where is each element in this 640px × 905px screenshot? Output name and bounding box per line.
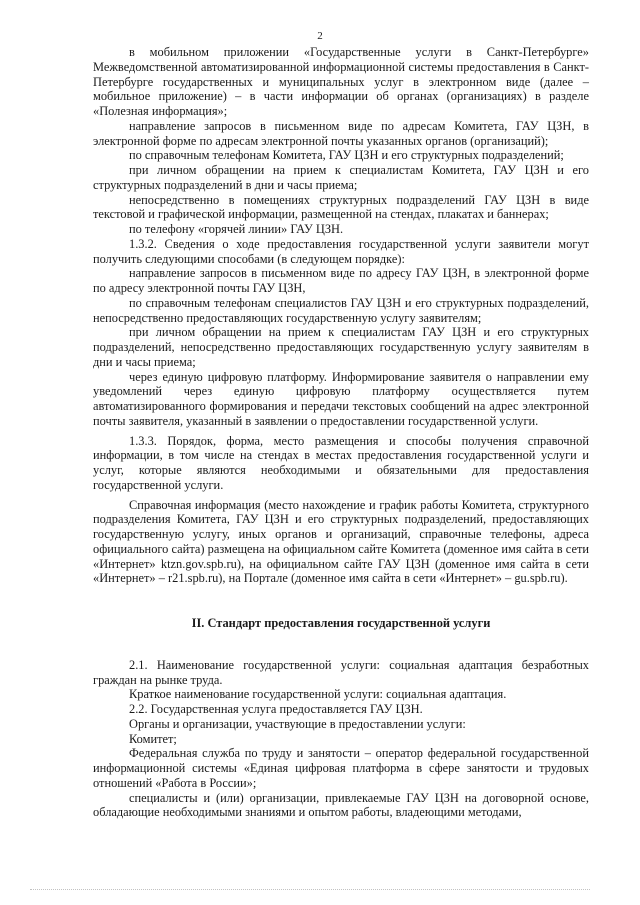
paragraph: через единую цифровую платформу. Информирование заявителя о направлении ему уведомлений через единую цифровую платформу осуществляется путем автоматизированного формирования и передачи текстовых сообщений на адрес электронной почты заявителя, указанный в заявлении о предоставлении государственной услуги. [93,369,589,428]
paragraph-1-3-3: 1.3.3. Порядок, форма, место размещения и способы получения справочной информации, в том числе на стендах в местах предоставления государственной услуги и услуг, которые являются необходимыми и обязательными для предоставления государственной услуги. [93,433,589,492]
paragraph: при личном обращении на прием к специалистам ГАУ ЦЗН и его структурных подразделений, непосредственно предоставляющих государственную услугу заявителям в дни и часы приема; [93,325,589,369]
document-body [93,45,589,820]
paragraph-reference-info: Справочная информация (место нахождение и график работы Комитета, структурного подразделения Комитета, ГАУ ЦЗН и его структурных подразделений, предоставляющих государственную услугу, иных органов и организаций, справочные телефоны, адреса официального сайта) размещена на официальном сайте Комитета (доменное имя сайта в сети «Интернет» ktzn.gov.spb.ru), на официальном сайте ГАУ ЦЗН (доменное имя сайта в сети «Интернет» – r21.spb.ru), на Портале (доменное имя сайта в сети «Интернет» – gu.spb.ru). [93,497,589,586]
paragraph: 1.3.2. Сведения о ходе предоставления государственной услуги заявители могут получить следующими способами (в следующем порядке): [93,236,589,266]
paragraph: при личном обращении на прием к специалистам Комитета, ГАУ ЦЗН и его структурных подразделений в дни и часы приема; [93,163,589,192]
paragraph: по справочным телефонам Комитета, ГАУ ЦЗН и его структурных подразделений; [129,148,564,163]
paragraph: Краткое наименование государственной услуги: социальная адаптация. [129,687,507,702]
paragraph: направление запросов в письменном виде по адресу ГАУ ЦЗН, в электронной форме по адресу электронной почты ГАУ ЦЗН, [93,266,589,295]
paragraph: Органы и организации, участвующие в предоставлении услуги: [129,716,466,731]
paragraph: по справочным телефонам специалистов ГАУ ЦЗН и его структурных подразделений, непосредственно предоставляющих государственную услугу заявителям; [93,295,589,325]
paragraph: 2.1. Наименование государственной услуги: социальная адаптация безработных граждан на рынке труда. [93,657,589,687]
section-heading: II. Стандарт предоставления государственной услуги [191,616,491,630]
paragraph: Федеральная служба по труду и занятости – оператор федеральной государственной информационной системы «Единая цифровая платформа в сфере занятости и трудовых отношений «Работа в России»; [93,746,589,790]
page-number: 2 [317,30,323,42]
paragraph: в мобильном приложении «Государственные услуги в Санкт-Петербурге» Межведомственной автоматизированной информационной системы предоставления в Санкт-Петербурге государственных и муниципальных услуг в электронном виде (далее – мобильное приложение) – в части информации об органах (организациях) в разделе «Полезная информация»; [93,45,589,118]
paragraph: Комитет; [129,731,177,746]
paragraph: направление запросов в письменном виде по адресам Комитета, ГАУ ЦЗН, в электронной форме по адресам электронной почты указанных органов (организаций); [93,118,589,148]
paragraph: 2.2. Государственная услуга предоставляется ГАУ ЦЗН. [129,702,423,716]
scan-artifact-line [30,889,590,890]
paragraph: по телефону «горячей линии» ГАУ ЦЗН. [129,222,344,236]
paragraph: специалисты и (или) организации, привлекаемые ГАУ ЦЗН на договорной основе, обладающие необходимыми знаниями и опытом работы, владеющими методами, [93,790,589,820]
paragraph: непосредственно в помещениях структурных подразделений ГАУ ЦЗН в виде текстовой и графической информации, размещенной на стендах, плакатах и баннерах; [93,192,589,222]
